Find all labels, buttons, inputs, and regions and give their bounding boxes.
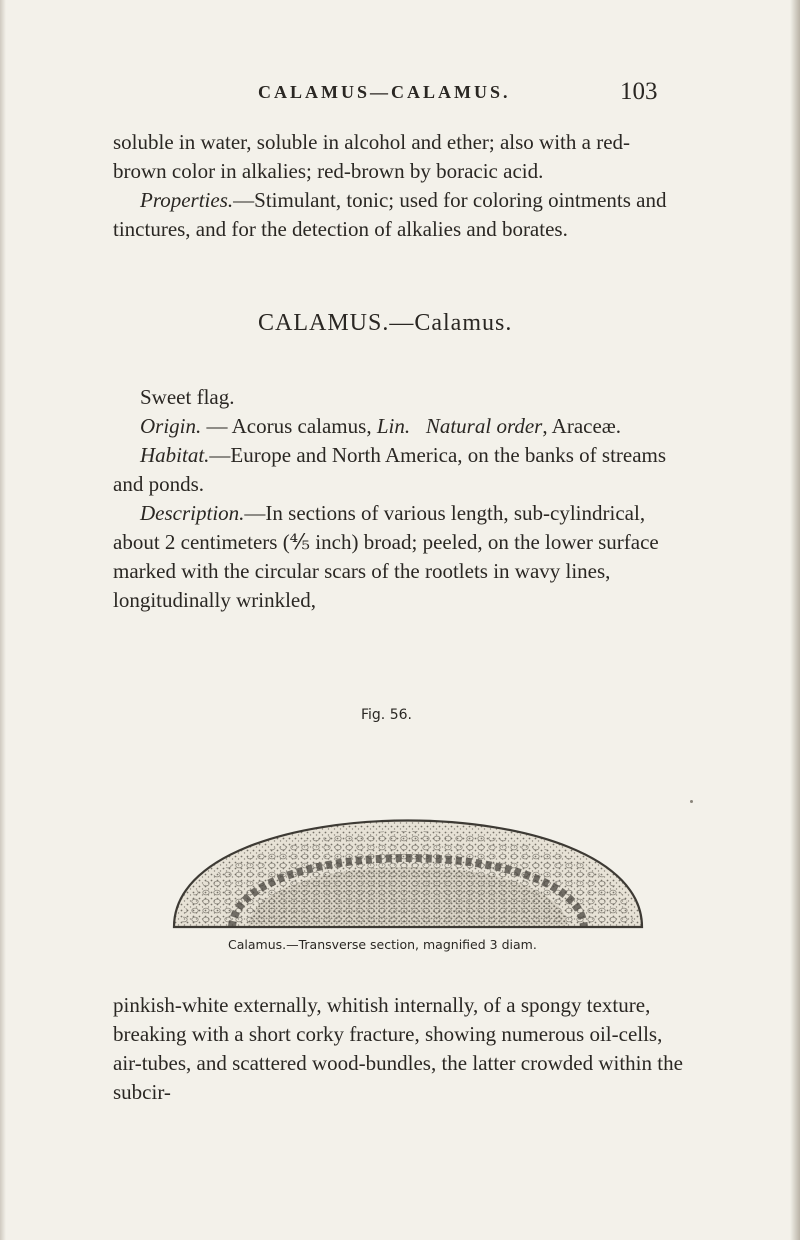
habitat-paragraph [113, 441, 683, 499]
origin-lin: Lin. [376, 414, 411, 438]
origin-label: Origin. [140, 414, 202, 438]
description-label: Description. [140, 501, 245, 525]
paragraph-continuation: pinkish-white externally, whitish internally, of a spongy texture, breaking with a short corky fracture, showing numerous oil-cells, air-tubes, and scattered wood-bundles, the latter crowded within the subcir- [113, 993, 683, 1104]
origin-order-label: Natural order [425, 414, 543, 438]
page-edge-left [0, 0, 6, 1240]
page-header [258, 78, 658, 112]
print-speck [690, 800, 693, 803]
origin-separator: — [201, 414, 232, 438]
bottom-text-block [113, 991, 683, 1107]
properties-label: Properties. [140, 188, 234, 212]
top-text-block [113, 128, 683, 244]
properties-text: —Stimulant, tonic; used for coloring ointments and tinctures, and for the detection of alkalies and borates. [113, 188, 667, 241]
synonym-line: Sweet flag. [140, 385, 235, 409]
origin-paragraph [113, 412, 683, 441]
habitat-label: Habitat. [140, 443, 210, 467]
origin-order: , Araceæ. [542, 414, 622, 438]
description-paragraph [113, 499, 683, 615]
figure-label: Fig. 56. [361, 707, 412, 723]
page-edge-right [790, 0, 800, 1240]
habitat-text: —Europe and North America, on the banks of streams and ponds. [113, 443, 667, 496]
figure-caption: Calamus.—Transverse section, magnified 3 diam. [228, 937, 537, 952]
description-text: —In sections of various length, sub-cylindrical, about 2 centimeters (⅘ inch) broad; peeled, on the lower surface marked with the circular scars of the rootlets in wavy lines, longitudinally wrinkled, [113, 501, 659, 612]
section-title: CALAMUS.—Calamus. [258, 310, 513, 336]
origin-text: Acorus calamus, [231, 414, 377, 438]
figure-illustration [168, 735, 648, 935]
paragraph-properties [113, 186, 683, 244]
page-number: 103 [620, 78, 658, 105]
calamus-entry-block [113, 383, 683, 615]
running-head: CALAMUS—CALAMUS. [258, 82, 511, 102]
paragraph-solubility: soluble in water, soluble in alcohol and ether; also with a red-brown color in alkalies; red-brown by boracic acid. [113, 130, 631, 183]
